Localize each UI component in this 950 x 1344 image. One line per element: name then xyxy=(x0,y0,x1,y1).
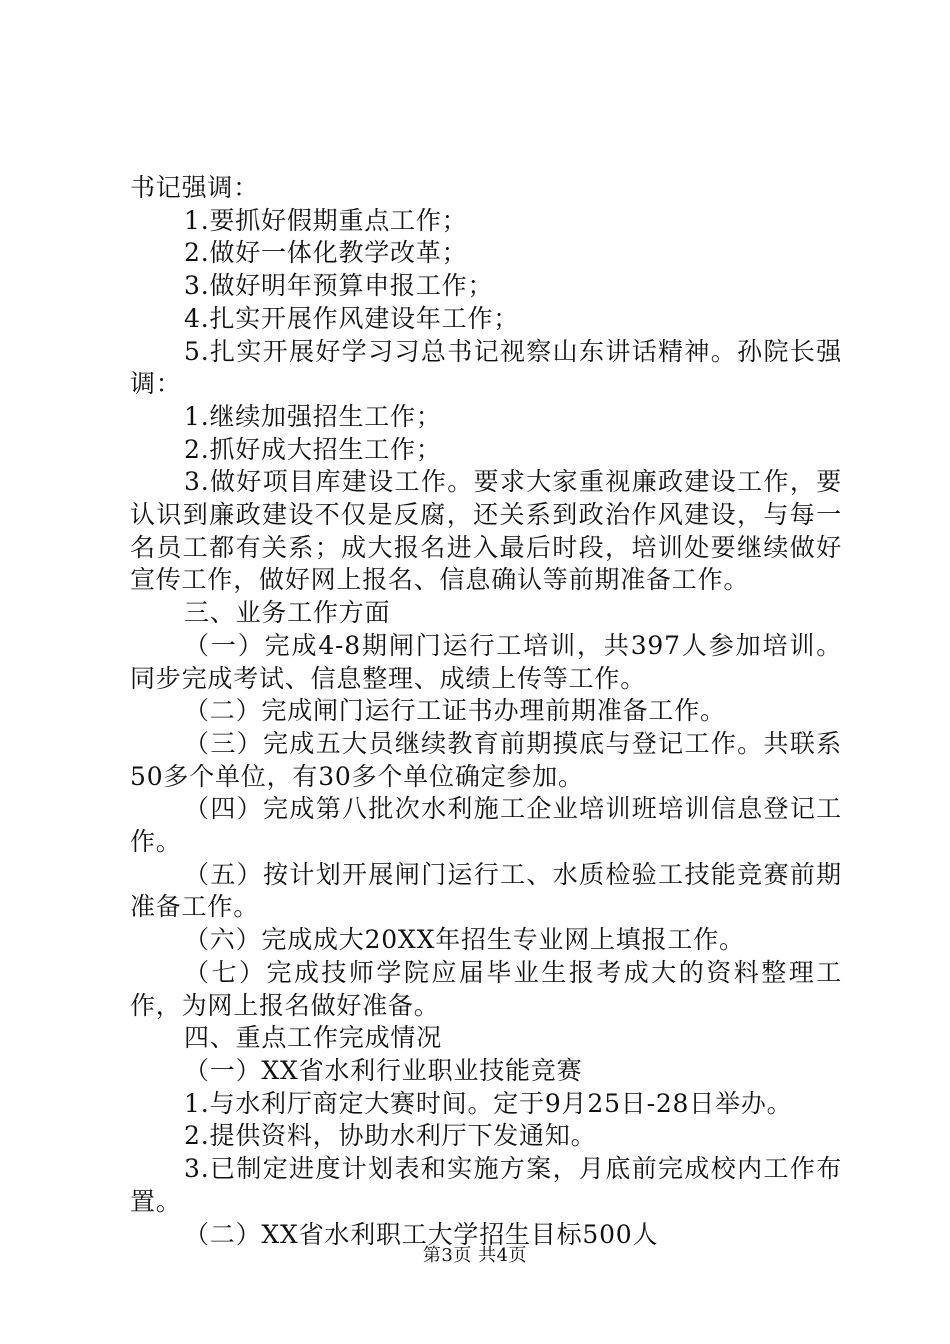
paragraph: 4.扎实开展作风建设年工作； xyxy=(184,303,520,333)
paragraph: 2.提供资料，协助水利厅下发通知。 xyxy=(184,1121,597,1151)
paragraph: 1.要抓好假期重点工作； xyxy=(184,205,468,235)
page-footer: 第3页 共4页 xyxy=(422,1245,528,1266)
paragraph: （四）完成第八批次水利施工企业培训班培训信息登记工作。 xyxy=(130,794,842,857)
paragraph: （三）完成五大员继续教育前期摸底与登记工作。共联系50多个单位，有30多个单位确定参加。 xyxy=(130,728,842,791)
paragraph: 2.抓好成大招生工作； xyxy=(184,434,442,464)
paragraph: 1.继续加强招生工作； xyxy=(184,401,442,431)
paragraph: 5.扎实开展好学习习总书记视察山东讲话精神。孙院长强调： xyxy=(130,336,842,399)
document-body xyxy=(130,172,842,1251)
subsection-heading: （二）XX省水利职工大学招生目标500人 xyxy=(184,1219,659,1249)
paragraph: （六）完成成大20XX年招生专业网上填报工作。 xyxy=(184,925,745,955)
paragraph: 2.做好一体化教学改革； xyxy=(184,238,468,268)
paragraph: 1.与水利厅商定大赛时间。定于9月25日-28日举办。 xyxy=(184,1088,793,1118)
section-heading: 四、重点工作完成情况 xyxy=(184,1023,443,1053)
paragraph: 3.已制定进度计划表和实施方案，月底前完成校内工作布置。 xyxy=(130,1154,842,1216)
paragraph: 3.做好明年预算申报工作； xyxy=(184,271,494,301)
subsection-heading: （一）XX省水利行业职业技能竞赛 xyxy=(184,1055,583,1085)
paragraph: （七）完成技师学院应届毕业生报考成大的资料整理工作，为网上报名做好准备。 xyxy=(130,957,842,1020)
paragraph: （一）完成4-8期闸门运行工培训，共397人参加培训。同步完成考试、信息整理、成绩上传等工作。 xyxy=(130,630,842,693)
paragraph: 书记强调： xyxy=(130,173,260,202)
paragraph: （二）完成闸门运行工证书办理前期准备工作。 xyxy=(184,696,726,726)
paragraph: 3.做好项目库建设工作。要求大家重视廉政建设工作，要认识到廉政建设不仅是反腐，还关系到政治作风建设，与每一名员工都有关系；成大报名进入最后时段，培训处要继续做好宣传工作，做好网上报名、信息确认等前期准备工作。 xyxy=(130,467,842,595)
section-heading: 三、业务工作方面 xyxy=(184,598,391,628)
paragraph: （五）按计划开展闸门运行工、水质检验工技能竞赛前期准备工作。 xyxy=(130,859,842,922)
